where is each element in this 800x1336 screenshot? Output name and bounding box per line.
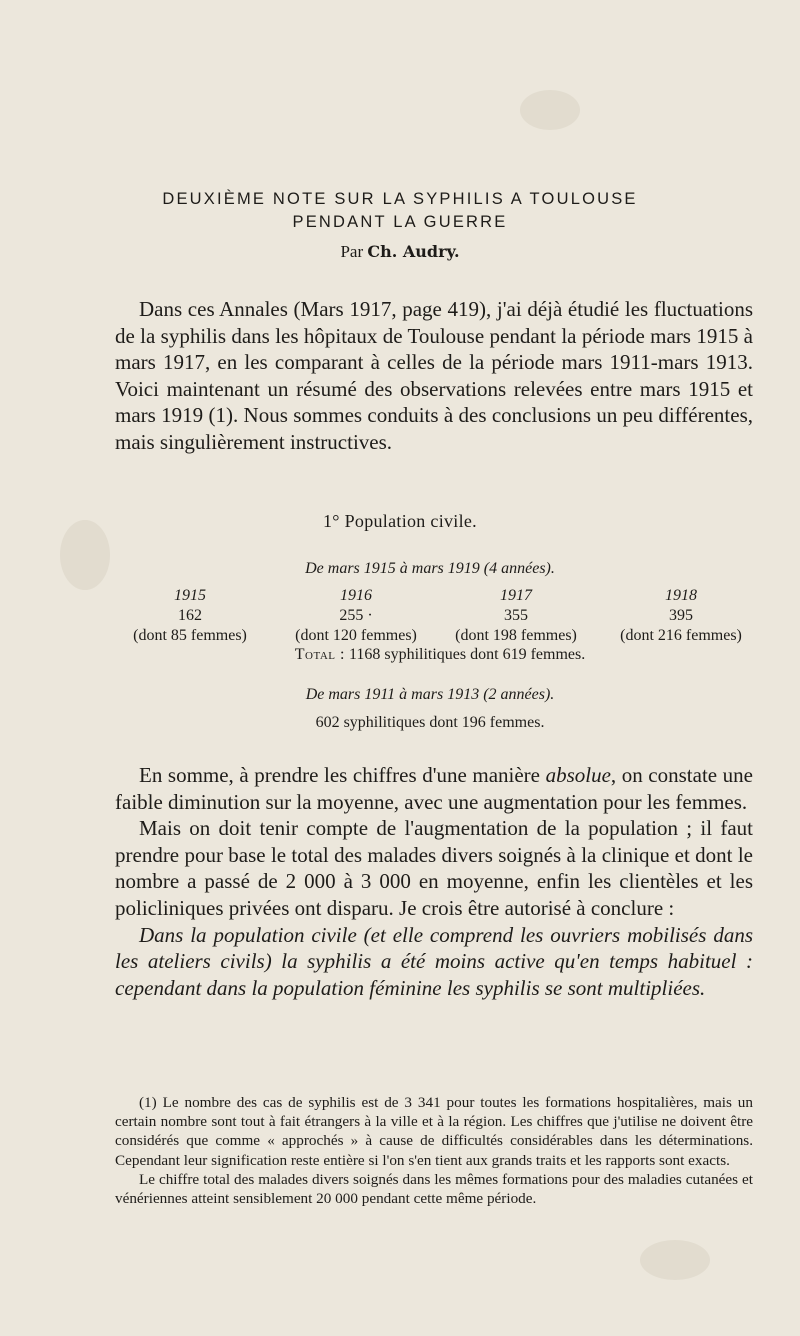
paper-stain [640, 1240, 710, 1280]
year-column-1915 [110, 586, 270, 646]
p1-emphasis: absolue [545, 763, 611, 787]
paper-stain [520, 90, 580, 130]
footnote-1: (1) Le nombre des cas de syphilis est de 3 341 pour toutes les formations hospitalières, mais un certain nombre sont tout à fait étrangers à la ville et à la région. Les chiffres que j'utilise ne doivent être considérés que comme « approchés » à cause de difficultés considérables dans les déterminations. Cependant leur signification reste entière si l'on s'en tient aux grands traits et les rapports sont exacts. [115, 1094, 753, 1169]
case-count: 162 [178, 607, 202, 624]
author-line [0, 242, 800, 262]
case-count: 395 [669, 607, 693, 624]
discussion-block [115, 762, 753, 1001]
footnote-1-continued: Le chiffre total des malades divers soignés dans les mêmes formations pour des maladies cutanées et vénériennes atteint sensiblement 20 000 pendant cette même période. [115, 1170, 753, 1208]
total-line [0, 646, 800, 664]
year-label: 1917 [500, 587, 532, 604]
year-column-1917 [432, 586, 600, 646]
women-count: (dont 198 femmes) [455, 627, 577, 644]
intro-paragraph: Dans ces Annales (Mars 1917, page 419), j'ai déjà étudié les fluctuations de la syphilis dans les hôpitaux de Toulouse pendant la période mars 1915 à mars 1917, en les comparant à celles de la période mars 1911-mars 1913. Voici maintenant un résumé des observations relevées entre mars 1915 et mars 1919 (1). Nous sommes conduits à des conclusions un peu différentes, mais singulièrement instructives. [115, 297, 753, 454]
total-label: Total : [294, 646, 345, 663]
discussion-paragraph-2: Mais on doit tenir compte de l'augmentation de la population ; il faut prendre pour base le total des malades divers soignés à la clinique et dont le nombre a passé de 2 000 à 3 000 en moyenne, enfin les clientèles et les policliniques privées ont disparu. Je crois être autorisé à conclure : [115, 816, 753, 920]
year-label: 1918 [665, 587, 697, 604]
period-heading-1911-1913: De mars 1911 à mars 1913 (2 années). [305, 686, 555, 703]
year-label: 1915 [174, 587, 206, 604]
discussion-paragraph-1 [115, 762, 753, 815]
case-count: 255 · [339, 607, 373, 624]
author-prefix: Par [340, 242, 364, 261]
footnotes [115, 1093, 753, 1208]
author-name: Ch. Audry. [367, 242, 460, 261]
section-title: 1° Population civile. [323, 511, 477, 531]
women-count: (dont 120 femmes) [295, 627, 417, 644]
women-count: (dont 216 femmes) [620, 627, 742, 644]
period-heading-1915-1919: De mars 1915 à mars 1919 (4 années). [305, 560, 555, 577]
article-title-line-2: PENDANT LA GUERRE [292, 213, 508, 231]
p1-text-a: En somme, à prendre les chiffres d'une manière [139, 763, 546, 787]
period-1911-1913-total: 602 syphilitiques dont 196 femmes. [315, 714, 545, 731]
total-value: 1168 syphilitiques dont 619 femmes. [348, 646, 586, 663]
year-label: 1916 [340, 587, 372, 604]
article-title-line-1: DEUXIÈME NOTE SUR LA SYPHILIS A TOULOUSE [162, 190, 638, 208]
year-column-1916 [276, 586, 436, 646]
conclusion-paragraph: Dans la population civile (et elle comprend les ouvriers mobilisés dans les ateliers civils) la syphilis a été moins active qu'en temps habituel : cependant dans la population féminine les syphilis se sont multipliées. [115, 922, 753, 1000]
women-count: (dont 85 femmes) [133, 627, 247, 644]
p1-text-b: , on constate une faible diminution sur la moyenne, avec une augmentation pour les femmes. [115, 763, 753, 814]
year-column-1918 [596, 586, 766, 646]
intro-paragraph-block [115, 296, 753, 456]
case-count: 355 [504, 607, 528, 624]
